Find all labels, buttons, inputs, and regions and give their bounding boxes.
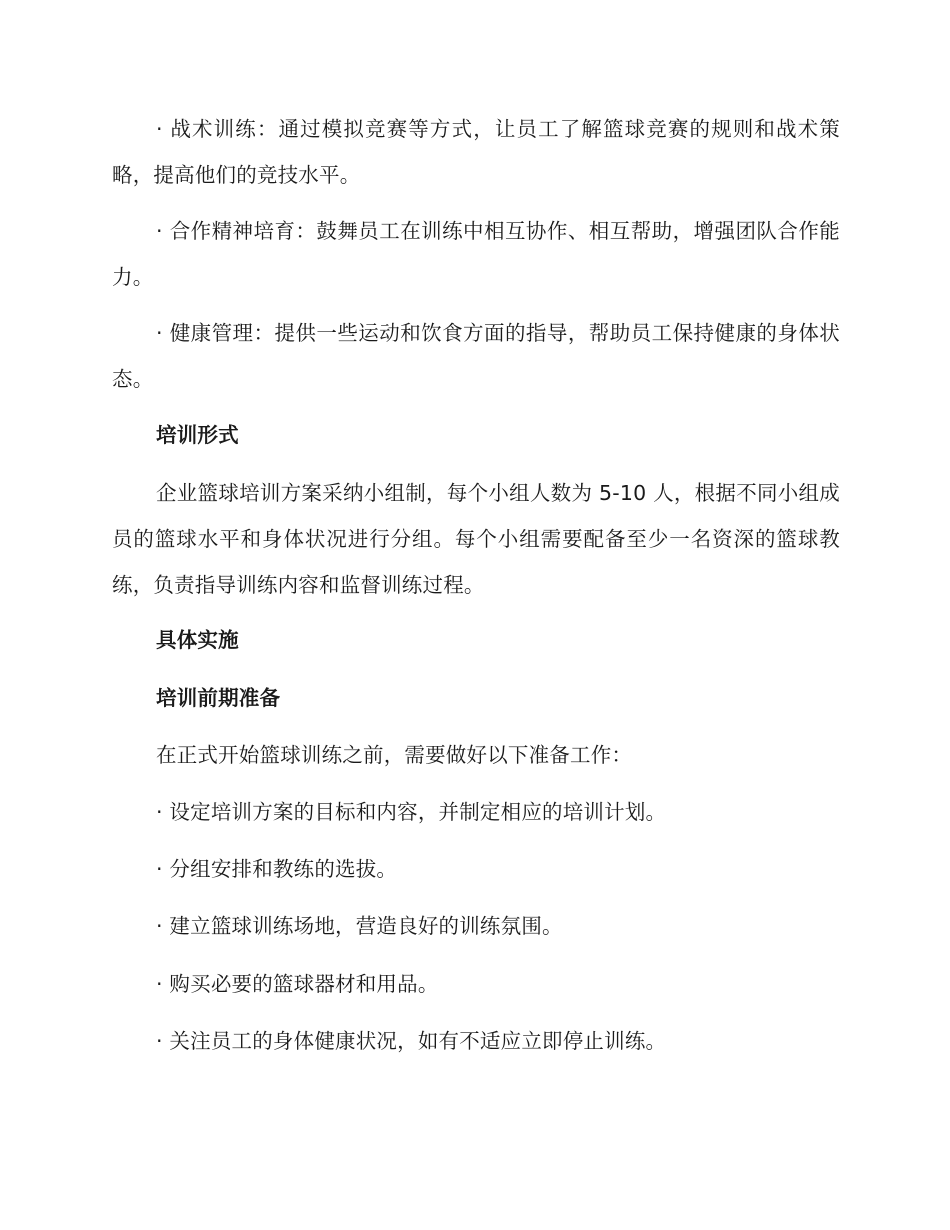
paragraph-tactics-training: · 战术训练：通过模拟竞赛等方式，让员工了解篮球竞赛的规则和战术策略，提高他们的竞技水平。 xyxy=(112,117,840,187)
heading-preparation: 培训前期准备 xyxy=(156,686,281,710)
list-item: · 设定培训方案的目标和内容，并制定相应的培训计划。 xyxy=(156,800,667,824)
list-item: · 分组安排和教练的选拔。 xyxy=(156,857,398,881)
paragraph-training-form-body: 企业篮球培训方案采纳小组制，每个小组人数为 5-10 人，根据不同小组成员的篮球水平和身体状况进行分组。每个小组需要配备至少一名资深的篮球教练，负责指导训练内容和监督训练过程。 xyxy=(112,481,840,597)
paragraph-health-management: · 健康管理：提供一些运动和饮食方面的指导，帮助员工保持健康的身体状态。 xyxy=(112,321,840,391)
heading-implementation: 具体实施 xyxy=(156,628,239,652)
paragraph-preparation-intro: 在正式开始篮球训练之前，需要做好以下准备工作： xyxy=(156,743,633,767)
paragraph-teamwork-training: · 合作精神培育：鼓舞员工在训练中相互协作、相互帮助，增强团队合作能力。 xyxy=(112,219,840,289)
list-item: · 关注员工的身体健康状况，如有不适应立即停止训练。 xyxy=(156,1029,667,1053)
list-item: · 建立篮球训练场地，营造良好的训练氛围。 xyxy=(156,914,563,938)
heading-training-form: 培训形式 xyxy=(156,423,239,447)
list-item: · 购买必要的篮球器材和用品。 xyxy=(156,972,439,996)
